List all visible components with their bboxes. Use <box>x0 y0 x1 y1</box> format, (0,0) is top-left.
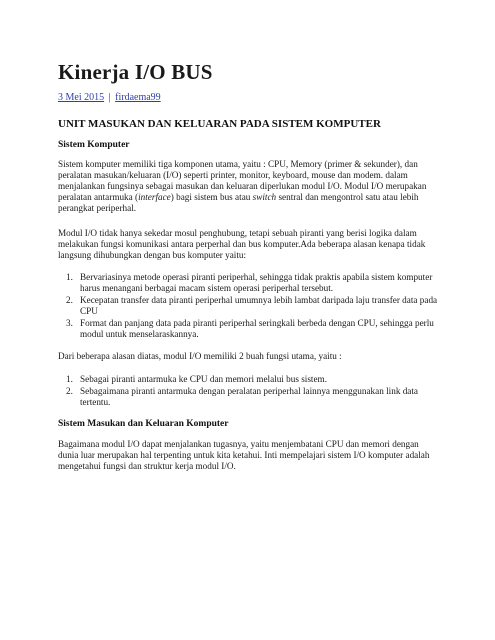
paragraph-2: Modul I/O tidak hanya sekedar mosul penghubung, tetapi sebuah piranti yang berisi logika dalam melakukan fungsi komunikasi antara perperhal dan bus komputer.Ada beberapa alasan kenapa tidak langsung dihubungkan dengan bus komputer yaitu: <box>58 228 426 260</box>
paragraph-1-part-c: sentral dan mengontrol satu atau lebih perangkat periperhal. <box>58 192 419 213</box>
list-item-text: Sebagai piranti antarmuka ke CPU dan memori melalui bus sistem. <box>80 374 327 384</box>
article-title: Kinerja I/O BUS <box>58 60 213 84</box>
paragraph-1-italic-interface: interface <box>138 192 171 202</box>
list-item <box>58 318 438 340</box>
list-item-text: Bervariasinya metode operasi piranti periperhal, sehingga tidak praktis apabila sistem komputer harus menangani berbagai macam sistem operasi periperhal tersebut. <box>80 272 433 293</box>
list-item <box>58 272 438 294</box>
paragraph-1-italic-switch: switch <box>252 192 277 202</box>
post-date-link[interactable]: 3 Mei 2015 <box>58 92 105 103</box>
reasons-list <box>58 272 438 341</box>
paragraph-1 <box>58 159 438 214</box>
list-item <box>58 386 438 408</box>
list-item-text: Sebagaimana piranti antarmuka dengan peralatan periperhal lainnya menggunakan link data tertentu. <box>80 386 419 407</box>
list-item-number: 1. <box>66 272 73 282</box>
list-item <box>58 295 438 317</box>
list-item-text: Kecepatan transfer data piranti periperhal umumnya lebih lambat daripada laju transfer data pada CPU <box>80 295 438 316</box>
paragraph-3: Dari beberapa alasan diatas, modul I/O memiliki 2 buah fungsi utama, yaitu : <box>58 351 342 361</box>
functions-list <box>58 374 438 409</box>
list-item-number: 3. <box>66 318 73 328</box>
section-heading: UNIT MASUKAN DAN KELUARAN PADA SISTEM KOMPUTER <box>58 118 381 130</box>
subheading-sistem-masukan-keluaran: Sistem Masukan dan Keluaran Komputer <box>58 419 229 429</box>
paragraph-1-part-b: ) bagi sistem bus atau <box>170 192 253 202</box>
list-item-number: 2. <box>66 386 73 396</box>
list-item <box>58 374 438 385</box>
list-item-number: 2. <box>66 295 73 305</box>
paragraph-1-part-a: Sistem komputer memiliki tiga komponen utama, yaitu : CPU, Memory (primer & sekunder), dan peralatan masukan/keluaran (I/O) seperti printer, monitor, keyboard, mouse dan modem. dalam menjalankan fungsinya sebagai masukan dan keluaran diperlukan modul I/O. Modul I/O merupakan peralatan antarmuka ( <box>58 159 427 202</box>
post-meta <box>58 92 161 103</box>
author-link[interactable]: firdaema99 <box>115 92 161 103</box>
list-item-number: 1. <box>66 374 73 384</box>
meta-separator: | <box>108 92 111 103</box>
list-item-text: Format dan panjang data pada piranti periperhal seringkali berbeda dengan CPU, sehingga perlu modul untuk menselaraskannya. <box>80 318 434 339</box>
subheading-sistem-komputer: Sistem Komputer <box>58 140 130 150</box>
paragraph-4: Bagaimana modul I/O dapat menjalankan tugasnya, yaitu menjembatani CPU dan memori dengan dunia luar merupakan hal terpenting untuk kita ketahui. Inti mempelajari sistem I/O komputer adalah mengetahui fungsi dan struktur kerja modul I/O. <box>58 439 430 471</box>
